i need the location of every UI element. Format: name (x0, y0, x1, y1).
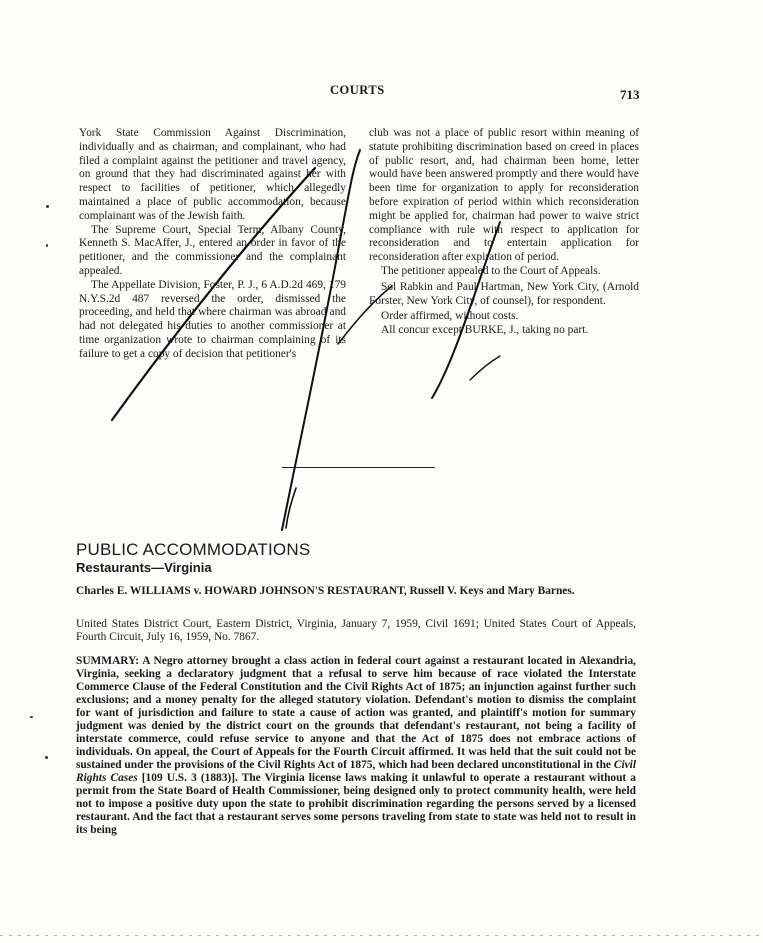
summary-label: SUMMARY: (76, 655, 140, 667)
case-title: Charles E. WILLIAMS v. HOWARD JOHNSON'S RESTAURANT, Russell V. Keys and Mary Barnes. (76, 585, 575, 597)
concurrence-line: All concur except BURKE, J., taking no part. (381, 324, 589, 337)
counsel-line: Sol Rabkin and Paul Hartman, New York City, (Arnold Forster, New York City, of counsel), for respondent. (369, 280, 639, 307)
summary-paragraph (76, 655, 636, 837)
paragraph: The Appellate Division, Foster, P. J., 6 A.D.2d 469, 179 N.Y.S.2d 487 reversed the order, dismissed the proceeding, and held that where chairman was abroad and had not delegated his duties to another commissioner at time organization wrote to chairman complaining of its failure to get a copy of decision that petitioner's (79, 278, 346, 360)
paragraph: The Supreme Court, Special Term, Albany County, Kenneth S. MacAffer, J., entered an order in favor of the petitioner, and the commissioner and the complainant appealed. (79, 223, 346, 277)
scan-speck (46, 244, 48, 247)
subsection-title: Restaurants—Virginia (76, 560, 212, 575)
paragraph: The petitioner appealed to the Court of Appeals. (381, 264, 601, 277)
summary-text-continued: [109 U.S. 3 (1883)]. The Virginia license laws making it unlawful to operate a restaurant without a permit from the State Board of Health Commissioner, being designed only to protect community health, were held not to impose a positive duty upon the state to prohibit discrimination regarding the persons served by a licensed restaurant. And the fact that a restaurant serves some persons traveling from state to state was held not to result in its being (76, 772, 636, 836)
section-divider (282, 467, 435, 468)
prior-case-left-column (79, 127, 346, 362)
scan-speck (45, 756, 48, 759)
summary-text: A Negro attorney brought a class action in federal court against a restaurant located in Alexandria, Virginia, seeking a declaratory judgment that a refusal to serve him because of race violated the Interstate Commerce Clause of the Federal Constitution and the Civil Rights Act of 1875; an injunction against further such exclusions; and a money penalty for the alleged statutory violation. Defendant's motion to dismiss the complaint for want of jurisdiction and failure to state a cause of action was granted, and plaintiff's motion for summary judgment was denied by the district court on the grounds that defendant's restaurant, not being a facility of interstate commerce, could refuse service to anyone and that the Act of 1875 does not embrace actions of individuals. On appeal, the Court of Appeals for the Fourth Circuit affirmed. It was held that the suit could not be sustained under the provisions of the Civil Rights Act of 1875, which had been declared unconstitutional in the (76, 655, 636, 771)
page-number: 713 (620, 87, 640, 102)
running-head: COURTS (330, 83, 385, 97)
paragraph: club was not a place of public resort within meaning of statute prohibiting discrimination based on creed in places of public resort, and, had chairman been home, letter would have been answered promptly and there would have been time for organization to apply for reconsideration before expiration of period within which reconsideration might be applied for, chairman had power to waive strict compliance with rule with respect to application for reconsideration and to entertain application for reconsideration after expiration of period. (369, 127, 639, 264)
court-info: United States District Court, Eastern District, Virginia, January 7, 1959, Civil 1691; United States Court of Appeals, Fourth Circuit, July 16, 1959, No. 7867. (76, 618, 636, 644)
summary-case-reference: Civil Rights Cases (76, 759, 636, 784)
paragraph: York State Commission Against Discrimination, individually and as chairman, and complainant, who had filed a complaint against the petitioner and travel agency, on ground that they had discriminated against her with respect to facilities of petitioner, which allegedly maintained a place of public accommodation, because complainant was of the Jewish faith. (79, 127, 346, 222)
disposition-line: Order affirmed, without costs. (381, 310, 519, 323)
scan-speck (30, 716, 33, 718)
scan-edge-noise (0, 935, 763, 936)
section-title: PUBLIC ACCOMMODATIONS (76, 540, 311, 559)
prior-case-right-column (369, 127, 639, 338)
scan-speck (46, 205, 49, 208)
